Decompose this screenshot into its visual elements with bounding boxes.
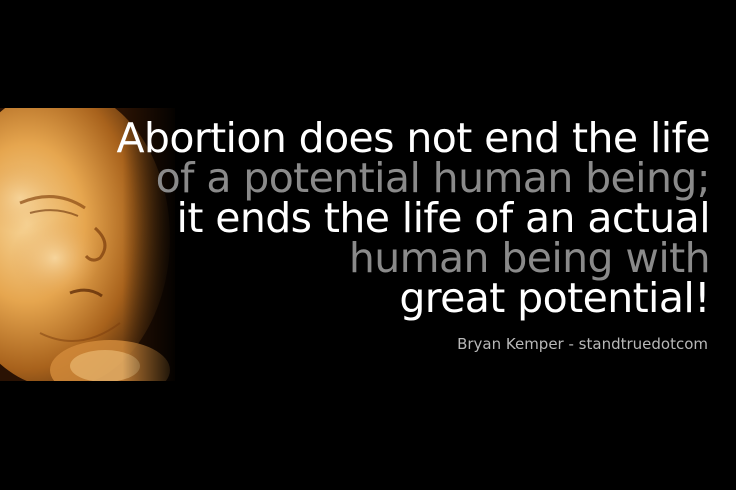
quote-line-5: great potential! xyxy=(399,274,710,322)
quote-text xyxy=(90,114,710,322)
quote-line-4: human being with xyxy=(348,234,710,282)
quote-line-1: Abortion does not end the life xyxy=(116,114,710,162)
quote-line-3: it ends the life of an actual xyxy=(176,194,710,242)
quote-line-2: of a potential human being; xyxy=(155,154,710,202)
quote-attribution: Bryan Kemper - standtruedotcom xyxy=(457,335,708,353)
